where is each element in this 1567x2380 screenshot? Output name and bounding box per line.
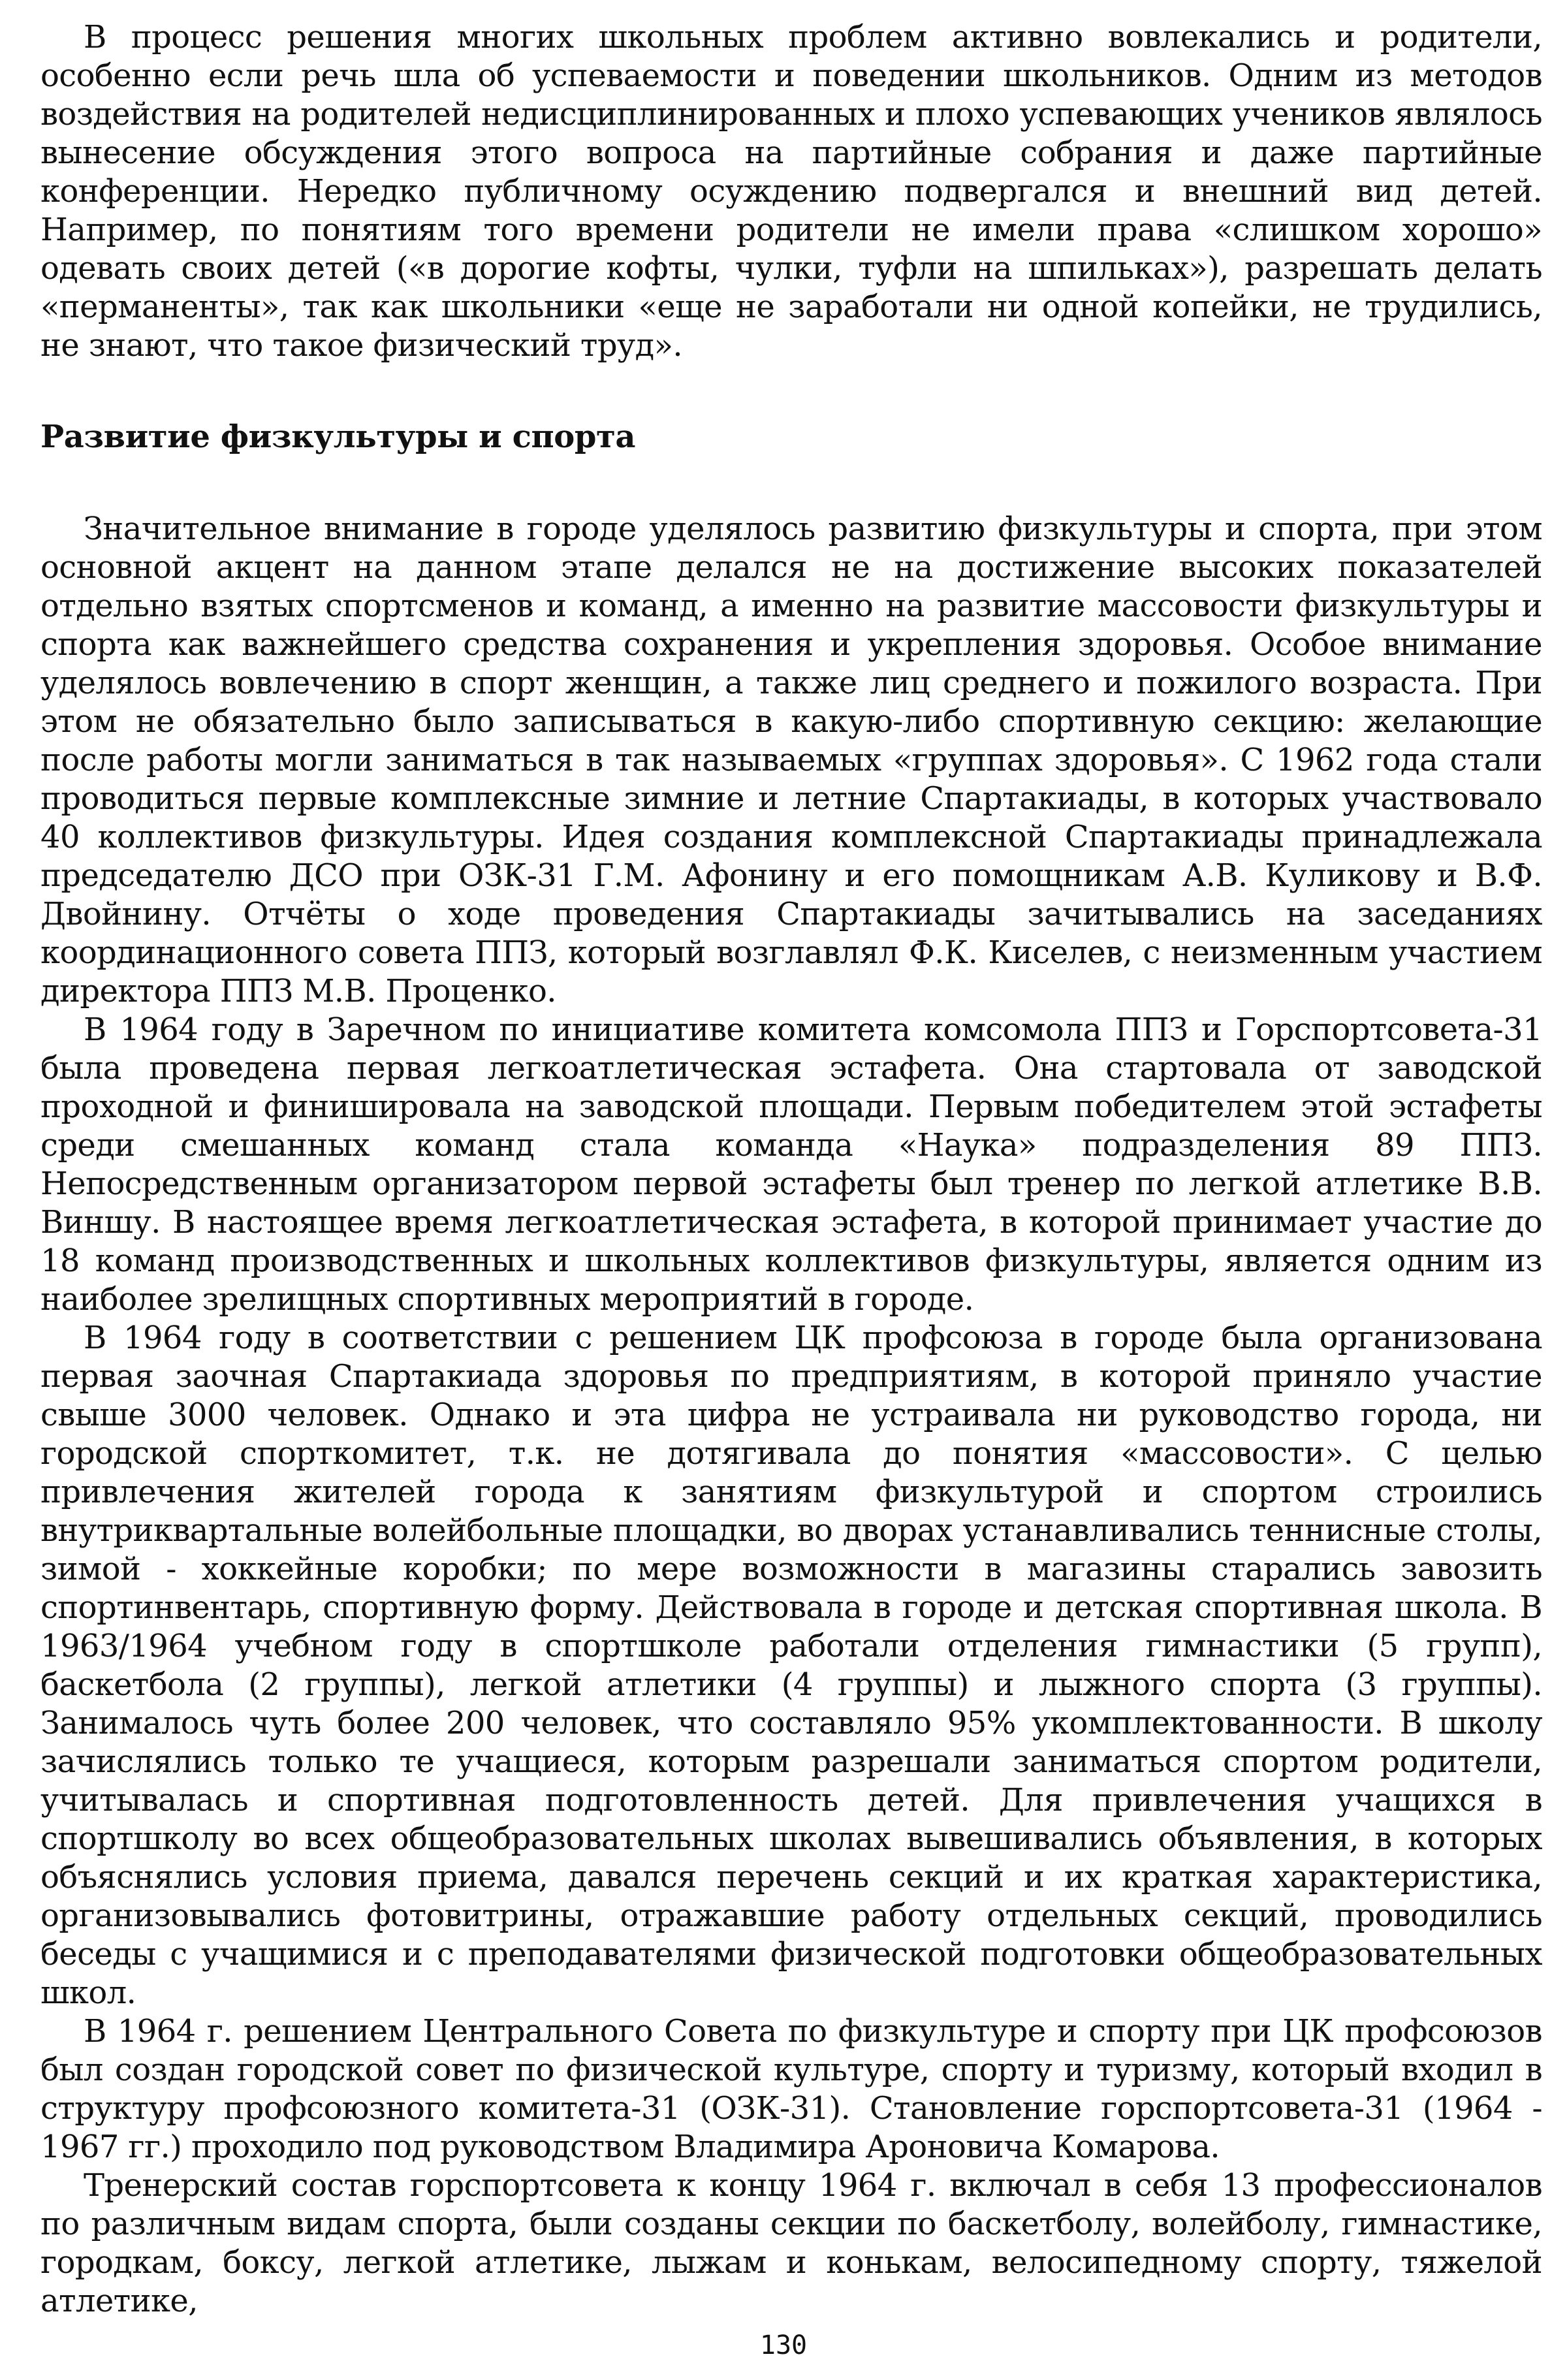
paragraph-coaching-staff: Тренерский состав горспортсовета к концу 1964 г. включал в себя 13 профессионалов по различным видам спорта, были созданы секции по баскетболу, волейболу, гимнастике, городкам, боксу, легкой атлетике, лыжам и конькам, велосипедному спорту, тяжелой атлетике, [40, 2167, 1542, 2319]
page-number: 130 [759, 2330, 808, 2360]
section-heading: Развитие физкультуры и спорта [40, 419, 636, 455]
paragraph-health-spartakiad: В 1964 году в соответствии с решением ЦК профсоюза в городе была организована первая заочная Спартакиада здоровья по предприятиям, в которой приняло участие свыше 3000 человек. Однако и эта цифра не устраивала ни руководство города, ни городской спорткомитет, т.к. не дотягивала до понятия «массовости». С целью привлечения жителей города к занятиям физкультурой и спортом строились внутриквартальные волейбольные площадки, во дворах устанавливались теннисные столы, зимой - хоккейные коробки; по мере возможности в магазины старались завозить спортинвентарь, спортивную форму. Действовала в городе и детская спортивная школа. В 1963/1964 учебном году в спортшколе работали отделения гимнастики (5 групп), баскетбола (2 группы), легкой атлетики (4 группы) и лыжного спорта (3 группы). Занималось чуть более 200 человек, что составляло 95% укомплектованности. В школу зачислялись только те учащиеся, которым разрешали заниматься спортом родители, учитывалась и спортивная подготовленность детей. Для привлечения учащихся в спортшколу во всех общеобразовательных школах вывешивались объявления, в которых объяснялись условия приема, давался перечень секций и их краткая характеристика, организовывались фотовитрины, отражавшие работу отдельных секций, проводились беседы с учащимися и с преподавателями физической подготовки общеобразовательных школ. [40, 1320, 1542, 2011]
paragraph-sports-council: В 1964 г. решением Центрального Совета по физкультуре и спорту при ЦК профсоюзов был создан городской совет по физической культуре, спорту и туризму, который входил в структуру профсоюзного комитета-31 (ОЗК-31). Становление горспортсовета-31 (1964 - 1967 гг.) проходило под руководством Владимира Ароновича Комарова. [40, 2013, 1542, 2165]
paragraph-parents-influence: В процесс решения многих школьных проблем активно вовлекались и родители, особенно если речь шла об успеваемости и поведении школьников. Одним из методов воздействия на родителей недисциплинированных и плохо успевающих учеников являлось вынесение обсуждения этого вопроса на партийные собрания и даже партийные конференции. Нередко публичному осуждению подвергался и внешний вид детей. Например, по понятиям того времени родители не имели права «слишком хорошо» одевать своих детей («в дорогие кофты, чулки, туфли на шпильках»), разрешать делать «перманенты», так как школьники «еще не заработали ни одной копейки, не трудились, не знают, что такое физический труд». [40, 19, 1542, 364]
paragraph-mass-sports: Значительное внимание в городе уделялось развитию физкультуры и спорта, при этом основной акцент на данном этапе делался не на достижение высоких показателей отдельно взятых спортсменов и команд, а именно на развитие массовости физкультуры и спорта как важнейшего средства сохранения и укрепления здоровья. Особое внимание уделялось вовлечению в спорт женщин, а также лиц среднего и пожилого возраста. При этом не обязательно было записываться в какую-либо спортивную секцию: желающие после работы могли заниматься в так называемых «группах здоровья». С 1962 года стали проводиться первые комплексные зимние и летние Спартакиады, в которых участвовало 40 коллективов физкультуры. Идея создания комплексной Спартакиады принадлежала председателю ДСО при ОЗК-31 Г.М. Афонину и его помощникам А.В. Куликову и В.Ф. Двойнину. Отчёты о ходе проведения Спартакиады зачитывались на заседаниях координационного совета ППЗ, который возглавлял Ф.К. Киселев, с неизменным участием директора ППЗ М.В. Проценко. [40, 511, 1542, 1009]
paragraph-relay-race: В 1964 году в Заречном по инициативе комитета комсомола ППЗ и Горспортсовета-31 была проведена первая легкоатлетическая эстафета. Она стартовала от заводской проходной и финишировала на заводской площади. Первым победителем этой эстафеты среди смешанных команд стала команда «Наука» подразделения 89 ППЗ. Непосредственным организатором первой эстафеты был тренер по легкой атлетике В.В. Виншу. В настоящее время легкоатлетическая эстафета, в которой принимает участие до 18 команд производственных и школьных коллективов физкультуры, является одним из наиболее зрелищных спортивных мероприятий в городе. [40, 1011, 1542, 1318]
text-column [40, 18, 1542, 2321]
